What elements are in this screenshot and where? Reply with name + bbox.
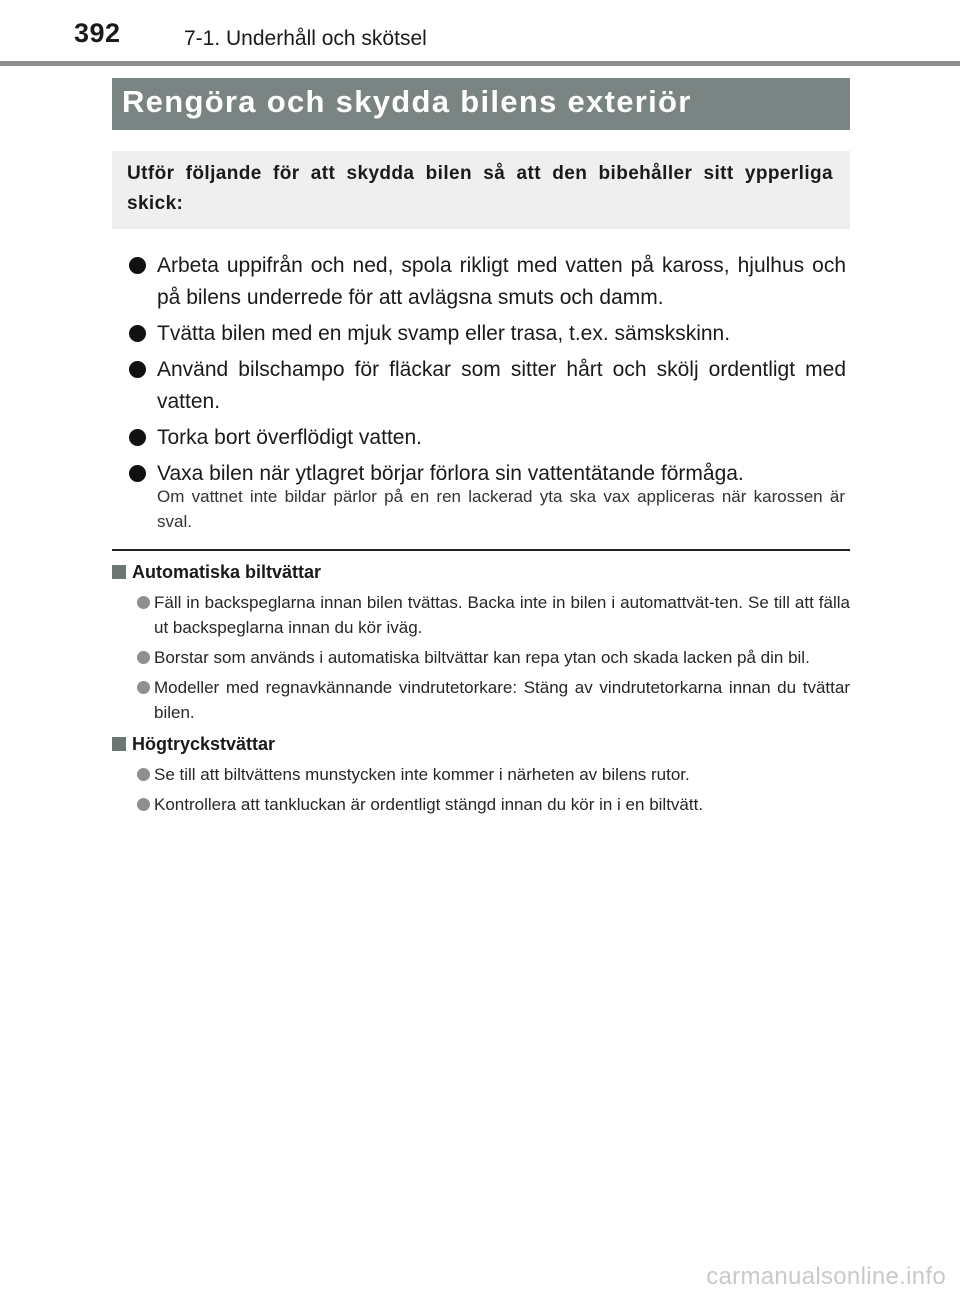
sub-item-text: Fäll in backspeglarna innan bilen tvättas. Backa inte in bilen i automattvät-ten. Se till att fälla ut backspeglarna innan du kör iväg. bbox=[154, 593, 850, 637]
sub-heading-text: Automatiska biltvättar bbox=[132, 562, 322, 582]
sub-heading bbox=[112, 731, 850, 757]
detail-group bbox=[112, 731, 850, 817]
detail-group bbox=[112, 559, 850, 725]
bullet-icon bbox=[129, 361, 146, 378]
dot-bullet-icon bbox=[137, 651, 150, 664]
step-text: Vaxa bilen när ytlagret börjar förlora sin vattentätande förmåga. bbox=[157, 462, 744, 485]
header-rule bbox=[0, 61, 960, 66]
bullet-icon bbox=[129, 325, 146, 342]
sub-item-text: Se till att biltvättens munstycken inte kommer i närheten av bilens rutor. bbox=[154, 765, 690, 784]
page-number: 392 bbox=[74, 18, 121, 48]
note-text: Om vattnet inte bildar pärlor på en ren lackerad yta ska vax appliceras när karossen är sval. bbox=[157, 487, 845, 531]
step-text: Tvätta bilen med en mjuk svamp eller trasa, t.ex. sämskskinn. bbox=[157, 322, 731, 345]
step-text: Använd bilschampo för fläckar som sitter hårt och skölj ordentligt med vatten. bbox=[157, 358, 846, 413]
sub-item-text: Borstar som används i automatiska biltvättar kan repa ytan och skada lacken på din bil. bbox=[154, 648, 810, 667]
sub-heading-text: Högtryckstvättar bbox=[132, 734, 276, 754]
list-item bbox=[126, 250, 846, 314]
sub-heading bbox=[112, 559, 850, 585]
bullet-icon bbox=[129, 465, 146, 482]
details-section bbox=[112, 559, 850, 823]
list-item bbox=[126, 422, 846, 454]
dot-bullet-icon bbox=[137, 681, 150, 694]
sub-list-item bbox=[112, 762, 850, 787]
sub-list-item bbox=[112, 590, 850, 640]
divider bbox=[112, 549, 850, 551]
intro-box bbox=[112, 151, 850, 229]
square-bullet-icon bbox=[112, 565, 126, 579]
dot-bullet-icon bbox=[137, 768, 150, 781]
watermark: carmanualsonline.info bbox=[706, 1263, 946, 1290]
step-text: Arbeta uppifrån och ned, spola rikligt med vatten på kaross, hjulhus och på bilens underrede för att avlägsna smuts och damm. bbox=[157, 254, 846, 309]
dot-bullet-icon bbox=[137, 596, 150, 609]
sub-item-text: Kontrollera att tankluckan är ordentligt stängd innan du kör in i en biltvätt. bbox=[154, 795, 704, 814]
sub-list-item bbox=[112, 675, 850, 725]
list-item bbox=[126, 354, 846, 418]
step-text: Torka bort överflödigt vatten. bbox=[157, 426, 422, 449]
intro-text: Utför följande för att skydda bilen så att den bibehåller sitt ypperliga skick: bbox=[127, 163, 833, 214]
page-title: Rengöra och skydda bilens exteriör bbox=[112, 78, 850, 130]
section-label: 7-1. Underhåll och skötsel bbox=[184, 27, 427, 50]
bullet-icon bbox=[129, 257, 146, 274]
sub-item-text: Modeller med regnavkännande vindrutetorkare: Stäng av vindrutetorkarna innan du tvättar bilen. bbox=[154, 678, 850, 722]
bullet-icon bbox=[129, 429, 146, 446]
sub-list-item bbox=[112, 645, 850, 670]
list-item bbox=[126, 318, 846, 350]
dot-bullet-icon bbox=[137, 798, 150, 811]
steps-list bbox=[126, 250, 846, 494]
sub-list-item bbox=[112, 792, 850, 817]
square-bullet-icon bbox=[112, 737, 126, 751]
